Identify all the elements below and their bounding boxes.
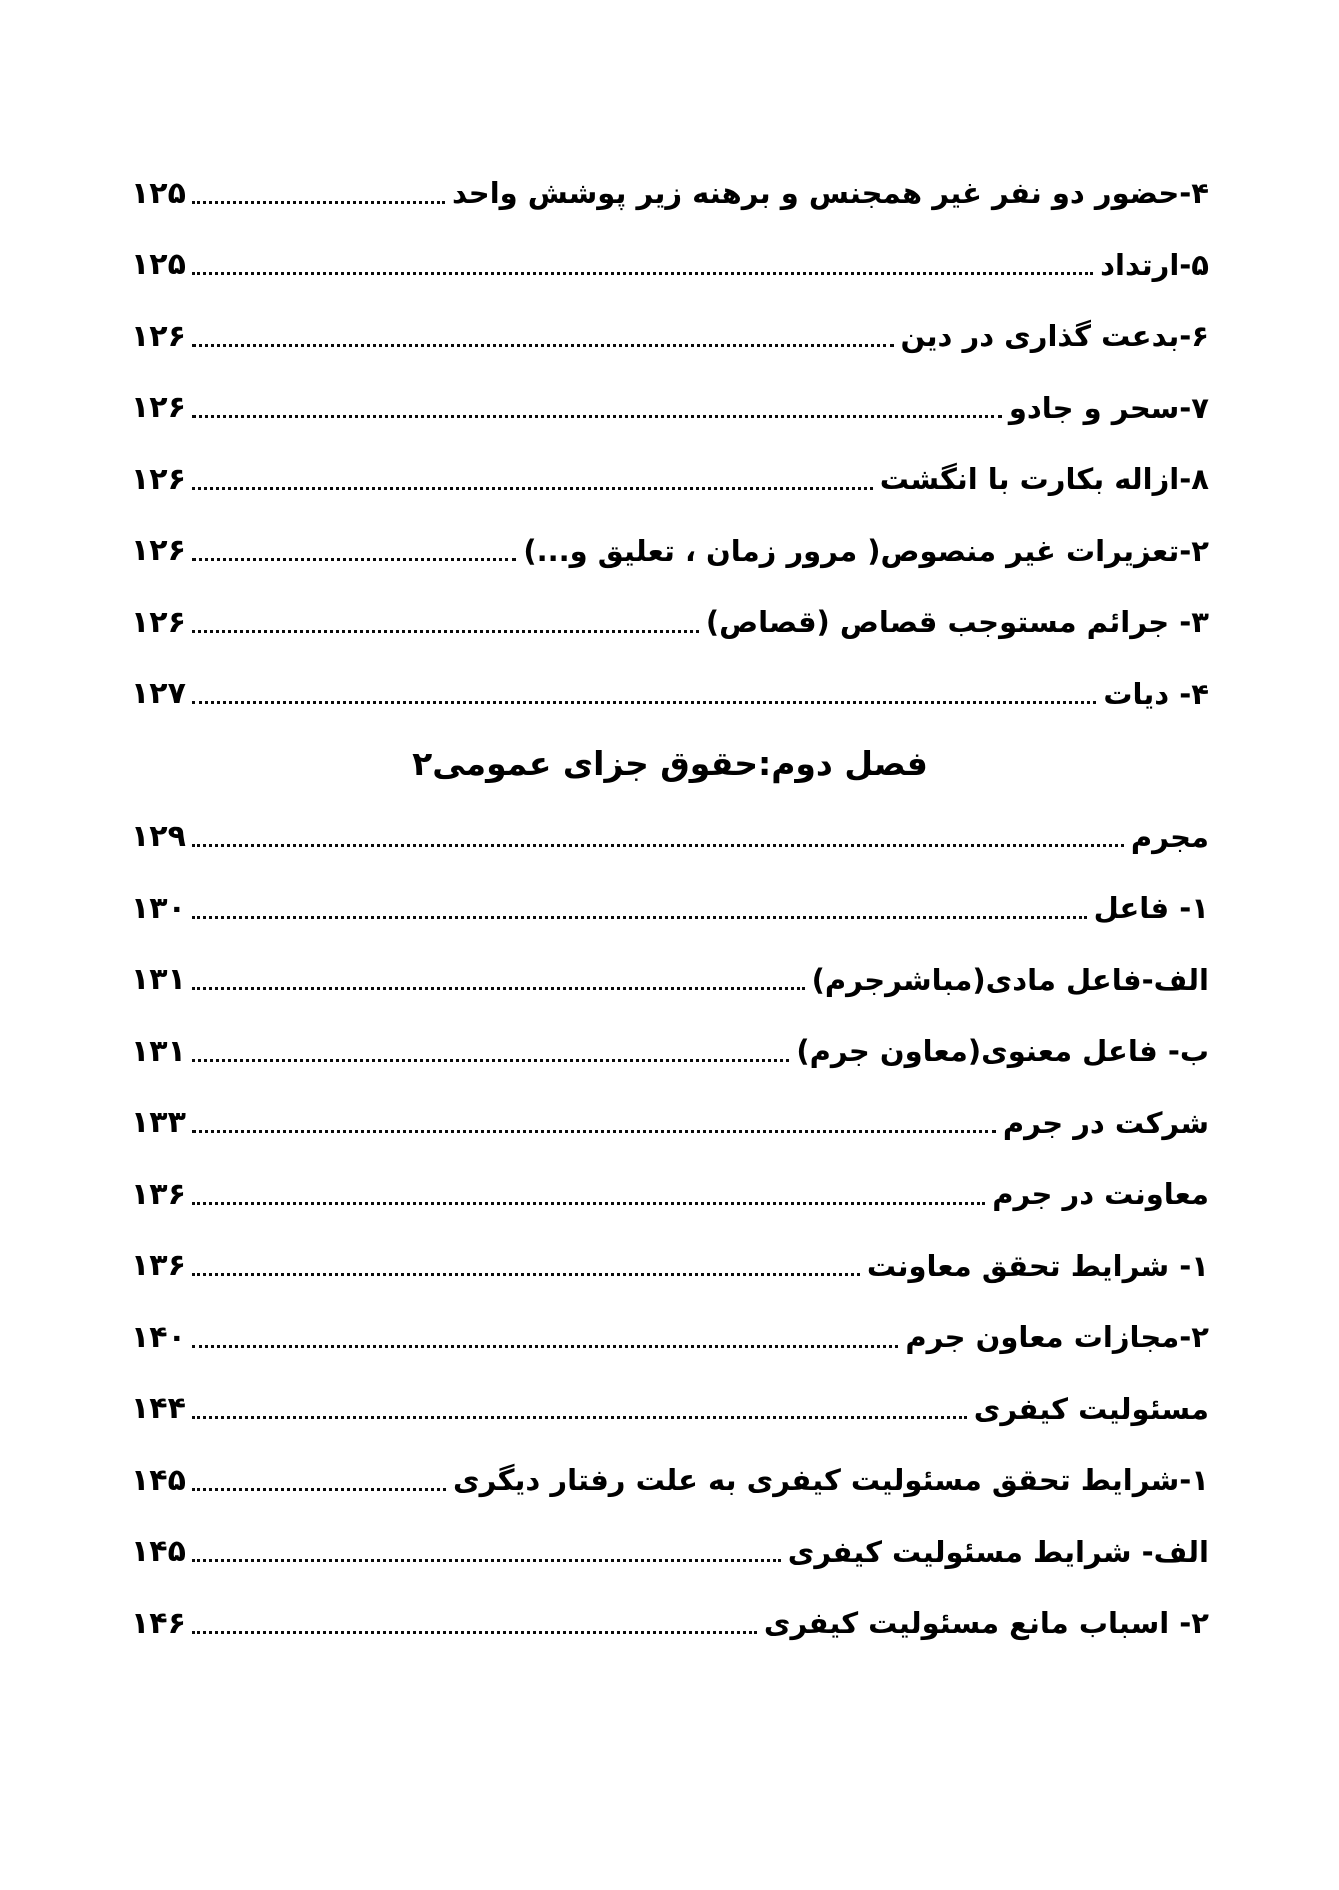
toc-entry [131, 927, 1209, 999]
dot-leader [192, 987, 805, 990]
toc-entry-title: ۵-ارتداد [1100, 247, 1209, 282]
toc-entry-title: ۳- جرائم مستوجب قصاص (قصاص) [705, 605, 1209, 640]
toc-entry-title: معاونت در جرم [992, 1177, 1209, 1212]
toc-entry-page-number: ۱۲۶ [131, 318, 186, 354]
toc-entry-page-number: ۱۲۷ [131, 676, 186, 711]
toc-entry-page-number: ۱۳۶ [131, 1248, 186, 1283]
toc-entry [131, 426, 1209, 498]
dot-leader [192, 415, 1002, 418]
toc-entry-page-number: ۱۲۶ [131, 604, 186, 640]
toc-entry [131, 1356, 1209, 1428]
toc-entry-page-number: ۱۴۴ [131, 1391, 186, 1426]
dot-leader [192, 272, 1093, 275]
chapter-heading: فصل دوم:حقوق جزای عمومی۲ [412, 743, 928, 783]
toc-entry-title: شرکت در جرم [1002, 1105, 1209, 1140]
toc-entry-page-number: ۱۳۱ [131, 1033, 186, 1069]
toc-entry-title: ۶-بدعت گذاری در دین [900, 319, 1209, 354]
toc-entry-page-number: ۱۳۰ [131, 890, 186, 926]
toc-entry [131, 1499, 1209, 1571]
dot-leader [192, 1416, 967, 1419]
toc-entry-title: ۲- اسباب مانع مسئولیت کیفری [763, 1606, 1209, 1641]
toc-entry-title: ۴- دیات [1103, 676, 1209, 711]
dot-leader [192, 201, 445, 204]
toc-entry-page-number: ۱۲۶ [131, 461, 186, 497]
dot-leader [192, 1488, 446, 1491]
table-of-contents [131, 140, 1209, 1642]
toc-entry [131, 569, 1209, 641]
toc-entry [131, 498, 1209, 570]
dot-leader [192, 558, 516, 561]
toc-entry [131, 784, 1209, 856]
toc-entry [131, 1570, 1209, 1642]
toc-entry-page-number: ۱۳۳ [131, 1105, 186, 1140]
dot-leader [192, 1059, 789, 1062]
toc-entry [131, 998, 1209, 1070]
toc-entry [131, 355, 1209, 427]
dot-leader [192, 487, 873, 490]
toc-entry-title: ۲-تعزیرات غیر منصوص( مرور زمان ، تعلیق و...) [523, 533, 1209, 568]
toc-entry-page-number: ۱۲۶ [131, 533, 186, 568]
toc-entry-page-number: ۱۲۵ [131, 247, 186, 282]
toc-entry-title: ۱- فاعل [1093, 891, 1209, 926]
toc-entry [131, 641, 1209, 713]
dot-leader [192, 701, 1096, 704]
toc-entry-title: ۴-حضور دو نفر غیر همجنس و برهنه زیر پوشش واحد [452, 176, 1209, 211]
toc-entry [131, 1141, 1209, 1213]
dot-leader [192, 630, 699, 633]
toc-entry-title: ۱-شرایط تحقق مسئولیت کیفری به علت رفتار دیگری [453, 1463, 1209, 1498]
toc-entry-page-number: ۱۴۶ [131, 1605, 186, 1641]
toc-entry-page-number: ۱۲۵ [131, 175, 186, 211]
toc-entry [131, 855, 1209, 927]
toc-entry [131, 283, 1209, 355]
dot-leader [192, 916, 1087, 919]
toc-entry [131, 1213, 1209, 1285]
toc-entry-title: مسئولیت کیفری [973, 1391, 1209, 1426]
dot-leader [192, 344, 894, 347]
dot-leader [192, 1273, 860, 1276]
dot-leader [192, 1202, 985, 1205]
toc-entry-title: ب- فاعل معنوی(معاون جرم) [796, 1034, 1209, 1069]
toc-entry-page-number: ۱۴۰ [131, 1319, 186, 1355]
toc-entry-page-number: ۱۴۵ [131, 1462, 186, 1498]
toc-entry-title: ۲-مجازات معاون جرم [905, 1320, 1209, 1355]
toc-entry-title: الف- شرایط مسئولیت کیفری [787, 1534, 1209, 1569]
dot-leader [192, 1559, 781, 1562]
toc-entry [131, 1427, 1209, 1499]
dot-leader [192, 1345, 898, 1348]
toc-entry-title: ۱- شرایط تحقق معاونت [866, 1248, 1209, 1283]
toc-entry-title: الف-فاعل مادی(مباشرجرم) [811, 962, 1209, 997]
dot-leader [192, 1130, 996, 1133]
toc-entry [131, 212, 1209, 284]
dot-leader [192, 844, 1124, 847]
toc-entry-page-number: ۱۴۵ [131, 1534, 186, 1569]
toc-entry-page-number: ۱۳۱ [131, 962, 186, 997]
toc-entry-page-number: ۱۲۹ [131, 819, 186, 854]
toc-entry-title: ۷-سحر و جادو [1008, 390, 1209, 425]
toc-entry [131, 1284, 1209, 1356]
dot-leader [192, 1631, 757, 1634]
toc-entry-page-number: ۱۲۶ [131, 390, 186, 425]
toc-entry [131, 1070, 1209, 1142]
toc-entry [131, 140, 1209, 212]
toc-entry-title: ۸-ازاله بکارت با انگشت [879, 462, 1209, 497]
chapter-heading-row [131, 712, 1209, 784]
toc-entry-title: مجرم [1130, 819, 1209, 854]
toc-entry-page-number: ۱۳۶ [131, 1176, 186, 1212]
